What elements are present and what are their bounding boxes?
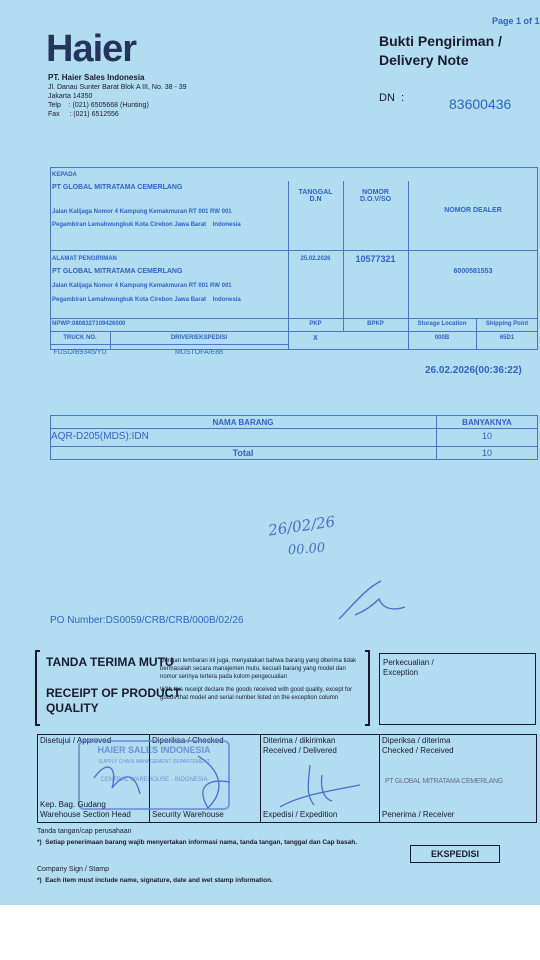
company-telp: Telp : (021) 6505668 (Hunting) <box>48 102 149 109</box>
sig-approved-label: Disetujui / Approved <box>40 736 112 745</box>
kepada-address-1: Jalan Kalijaga Nomor 4 Kampung Kemakmuran RT 001 RW 001 <box>52 209 232 215</box>
kepada-name: PT GLOBAL MITRATAMA CEMERLANG <box>52 184 183 191</box>
nomor-dealer-label: NOMOR DEALER <box>444 207 502 214</box>
print-timestamp: 26.02.2026(00:36:22) <box>425 365 522 376</box>
col-nama-barang: NAMA BARANG <box>212 418 274 427</box>
sig-expedition-label: Expedisi / Expedition <box>263 810 338 819</box>
driver-label: DRIVER/EKSPEDISI <box>170 335 228 341</box>
footer-note-id: *) Setiap penerimaan barang wajib menyertakan informasi nama, tanda tangan, tanggal dan Cap basah. <box>37 839 358 846</box>
footer-note-en: *) Each item must include name, signature, date and wet stamp information. <box>37 877 273 884</box>
pkp-value: X <box>313 335 318 342</box>
doc-title-1: Bukti Pengiriman / <box>379 33 502 49</box>
handwritten-date: 26/02/26 <box>267 512 337 540</box>
footer-sign-id: Tanda tangan/cap perusahaan <box>37 828 132 835</box>
nomor-label: NOMOR D.O.V/SO <box>359 189 392 203</box>
handwritten-time: 00.00 <box>287 540 326 559</box>
truck-value: FUSO/B9345/YU <box>53 349 107 356</box>
ekspedisi-label: EKSPEDISI <box>430 849 479 859</box>
alamat-name: PT GLOBAL MITRATAMA CEMERLANG <box>52 268 183 275</box>
sig-received-label: Diterima / dikirimkan Received / Delivered <box>263 736 337 755</box>
truck-label: TRUCK NO. <box>63 335 97 341</box>
npwp: NPWP:0808327109426000 <box>52 321 126 327</box>
shipping-label: Shipping Point <box>485 321 529 327</box>
alamat-address-1: Jalan Kalijaga Nomor 4 Kampung Kemakmuran RT 001 RW 001 <box>52 283 232 289</box>
page-label: Page 1 of 1 <box>492 16 540 26</box>
receipt-bracket-right <box>365 650 370 726</box>
receipt-title-en: RECEIPT OF PRODUCT QUALITY <box>46 686 181 715</box>
receipt-text-en: With this receipt declare the goods received with good quality, except for goods that model and serial number listed on the exception column <box>160 687 352 701</box>
storage-value: 000B <box>434 335 450 341</box>
shipping-value: 65D1 <box>499 335 515 341</box>
exception-label: Perkecualian / Exception <box>383 658 434 677</box>
storage-label: Storage Location <box>417 321 467 327</box>
dealer-value: 6000581553 <box>453 268 493 275</box>
footer-sign-en: Company Sign / Stamp <box>37 866 109 873</box>
doc-title-2: Delivery Note <box>379 52 469 68</box>
company-fax: Fax : (021) 6512556 <box>48 111 119 118</box>
col-banyaknya: BANYAKNYA <box>462 418 512 427</box>
sig-checked-received-label: Diperiksa / diterima Checked / Received <box>382 736 454 755</box>
sig-checked-label: Diperiksa / Checked <box>152 736 224 745</box>
total-qty: 10 <box>481 448 492 458</box>
po-number: PO Number:DS0059/CRB/CRB/000B/02/26 <box>50 615 244 626</box>
alamat-address-2: Pegambiran Lemahwungkuk Kota Cirebon Jawa Barat Indonesia <box>52 297 241 303</box>
haier-logo: Haier <box>46 28 137 70</box>
handwritten-signature-upper <box>335 575 410 625</box>
sig-kep-bag-label: Kep. Bag. Gudang Warehouse Section Head <box>40 800 131 819</box>
ekspedisi-box <box>410 845 500 863</box>
kepada-label: KEPADA <box>52 172 77 178</box>
item-row-qty: 10 <box>481 431 492 441</box>
tanggal-label: TANGGAL D.N <box>298 189 333 203</box>
dn-number: 83600436 <box>449 96 512 112</box>
tanggal-value: 25.02.2026 <box>300 256 331 262</box>
item-row-name: AQR-D205(MDS):IDN <box>51 431 149 442</box>
pkp-label: PKP <box>309 321 322 327</box>
kepada-address-2: Pegambiran Lemahwungkuk Kota Cirebon Jawa Barat Indonesia <box>52 222 241 228</box>
receipt-text-id: Dengan lembaran ini juga, menyatakan bahwa barang yang diterima tidak bermasalah secara manajemen mutu, kecuali barang yang model dan nomor serinya tertera pada kolom pengecualian <box>160 658 357 680</box>
company-name: PT. Haier Sales Indonesia <box>48 73 145 82</box>
total-label: Total <box>232 448 254 458</box>
alamat-label: ALAMAT PENGIRIMAN <box>52 256 117 262</box>
receipt-title-id: TANDA TERIMA MUTU <box>46 655 174 669</box>
handwritten-signature-expedition <box>270 755 370 815</box>
warehouse-stamp: HAIER SALES INDONESIA SUPPLY CHAIN MANAGEMENT DEPARTEMENT CENTRAL WAREHOUSE - INDONESIA <box>78 740 230 810</box>
company-address-2: Jakarta 14350 <box>48 93 93 100</box>
bpkp-label: BPKP <box>367 321 384 327</box>
sig-security-label: Security Warehouse <box>152 810 224 819</box>
nomor-value: 10577321 <box>355 254 396 264</box>
sig-receiver-label: Penerima / Receiver <box>382 810 455 819</box>
driver-value: MUSTOFA/E88 <box>174 349 224 356</box>
company-address-1: Jl. Danau Sunter Barat Blok A III, No. 38 - 39 <box>48 84 187 91</box>
receipt-bracket-left <box>35 650 40 726</box>
dn-label: DN : <box>379 92 405 104</box>
receiver-stamp: PT GLOBAL MITRATAMA CEMERLANG <box>385 778 503 785</box>
